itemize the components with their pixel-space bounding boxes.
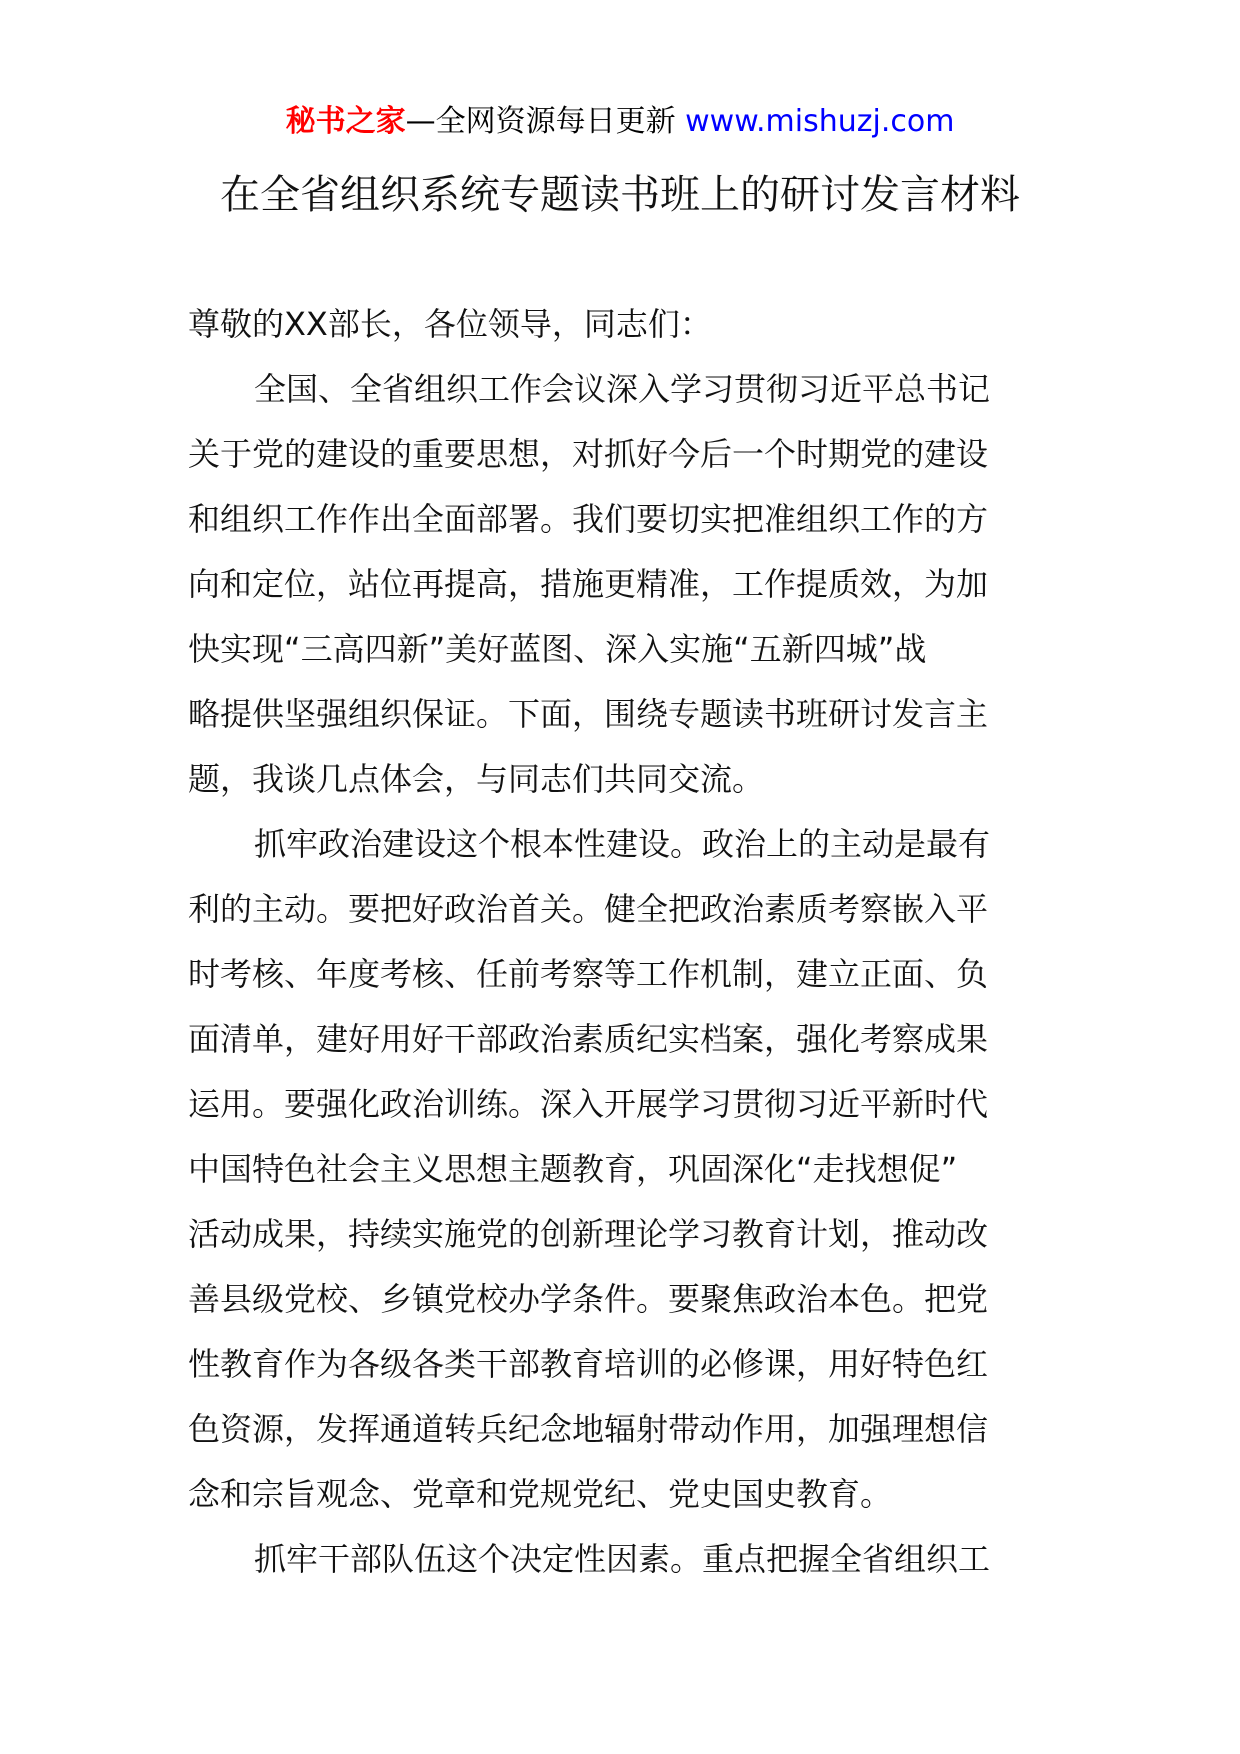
text-line: 时考核、年度考核、任前考察等工作机制，建立正面、负 <box>188 955 989 993</box>
text-line: 抓牢政治建设这个根本性建设。政治上的主动是最有 <box>254 825 991 863</box>
document-title: 在全省组织系统专题读书班上的研讨发言材料 <box>220 172 1020 218</box>
text-line: 活动成果，持续实施党的创新理论学习教育计划，推动改 <box>188 1215 989 1253</box>
text-line: 色资源，发挥通道转兵纪念地辐射带动作用，加强理想信 <box>188 1410 989 1448</box>
text-line: 题，我谈几点体会，与同志们共同交流。 <box>188 760 765 798</box>
text-line: 快实现“三高四新”美好蓝图、深入实施“五新四城”战 <box>188 630 927 668</box>
site-header <box>0 102 1240 142</box>
text-line: 和组织工作作出全面部署。我们要切实把准组织工作的方 <box>188 500 989 538</box>
text-line: 善县级党校、乡镇党校办学条件。要聚焦政治本色。把党 <box>188 1280 989 1318</box>
text-line: 关于党的建设的重要思想，对抓好今后一个时期党的建设 <box>188 435 989 473</box>
text-line: 全国、全省组织工作会议深入学习贯彻习近平总书记 <box>254 370 991 408</box>
document-body <box>188 292 1068 1592</box>
text-line: 向和定位，站位再提高，措施更精准，工作提质效，为加 <box>188 565 989 603</box>
text-line: 略提供坚强组织保证。下面，围绕专题读书班研讨发言主 <box>188 695 989 733</box>
text-line: 念和宗旨观念、党章和党规党纪、党史国史教育。 <box>188 1475 893 1513</box>
salutation: 尊敬的XX部长，各位领导，同志们： <box>188 305 712 343</box>
text-line: 中国特色社会主义思想主题教育，巩固深化“走找想促” <box>188 1150 958 1188</box>
text-line: 性教育作为各级各类干部教育培训的必修课，用好特色红 <box>188 1345 989 1383</box>
text-line: 利的主动。要把好政治首关。健全把政治素质考察嵌入平 <box>188 890 989 928</box>
text-line: 抓牢干部队伍这个决定性因素。重点把握全省组织工 <box>254 1540 991 1578</box>
text-line: 面清单，建好用好干部政治素质纪实档案，强化考察成果 <box>188 1020 989 1058</box>
text-line: 运用。要强化政治训练。深入开展学习贯彻习近平新时代 <box>188 1085 989 1123</box>
site-brand: 秘书之家 <box>285 104 406 139</box>
site-tagline: —全网资源每日更新 <box>405 104 676 139</box>
site-url-link[interactable]: www.mishuzj.com <box>685 104 955 139</box>
